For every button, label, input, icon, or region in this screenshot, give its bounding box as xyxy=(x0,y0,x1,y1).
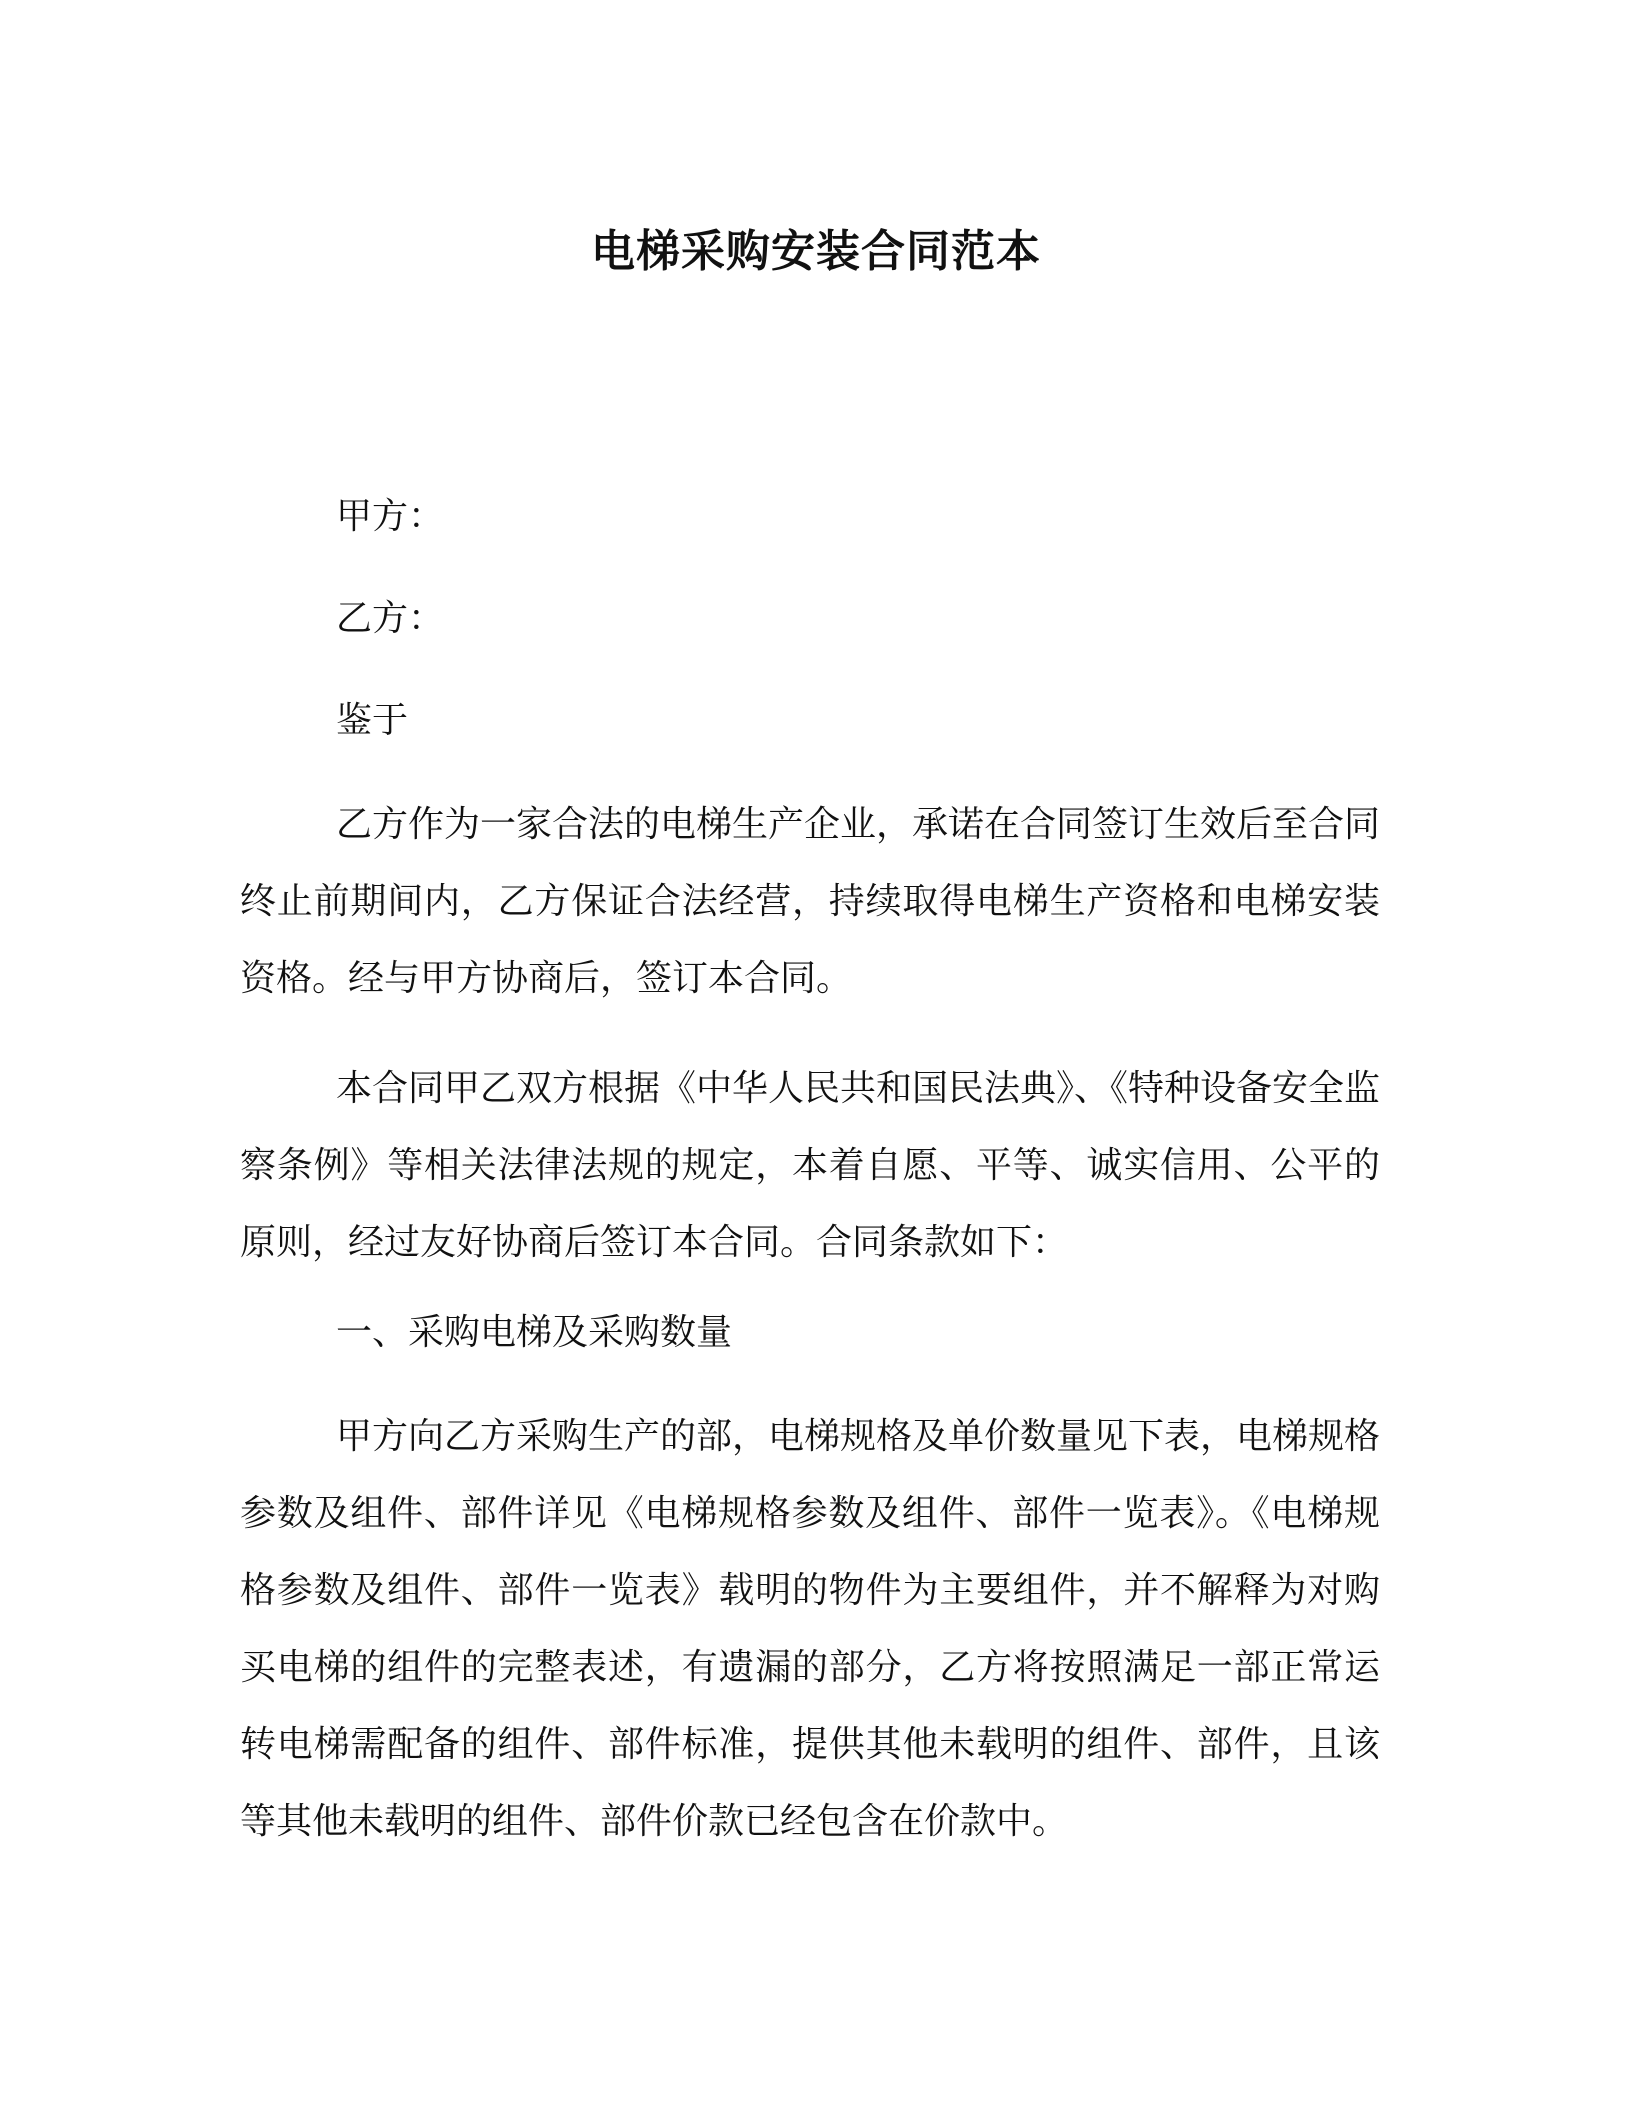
party-a-label: 甲方： xyxy=(336,496,445,537)
section-heading-procurement: 一、采购电梯及采购数量 xyxy=(336,1312,733,1353)
document-title: 电梯采购安装合同范本 xyxy=(591,226,1041,277)
whereas-label: 鉴于 xyxy=(336,700,409,741)
party-b-label: 乙方： xyxy=(336,598,445,639)
paragraph-procurement-details: 甲方向乙方采购生产的部，电梯规格及单价数量见下表，电梯规格参数及组件、部件详见《电梯规格参数及组件、部件一览表》。《电梯规格参数及组件、部件一览表》载明的物件为主要组件，并不解释为对购买电梯的组件的完整表述，有遗漏的部分，乙方将按照满足一部正常运转电梯需配备的组件、部件标准，提供其他未载明的组件、部件，且该等其他未载明的组件、部件价款已经包含在价款中。 xyxy=(240,1416,1381,1842)
paragraph-legal-basis: 本合同甲乙双方根据《中华人民共和国民法典》、《特种设备安全监察条例》等相关法律法规的规定，本着自愿、平等、诚实信用、公平的原则，经过友好协商后签订本合同。合同条款如下： xyxy=(240,1068,1381,1263)
paragraph-qualification: 乙方作为一家合法的电梯生产企业，承诺在合同签订生效后至合同终止前期间内，乙方保证合法经营，持续取得电梯生产资格和电梯安装资格。经与甲方协商后，签订本合同。 xyxy=(240,804,1381,999)
